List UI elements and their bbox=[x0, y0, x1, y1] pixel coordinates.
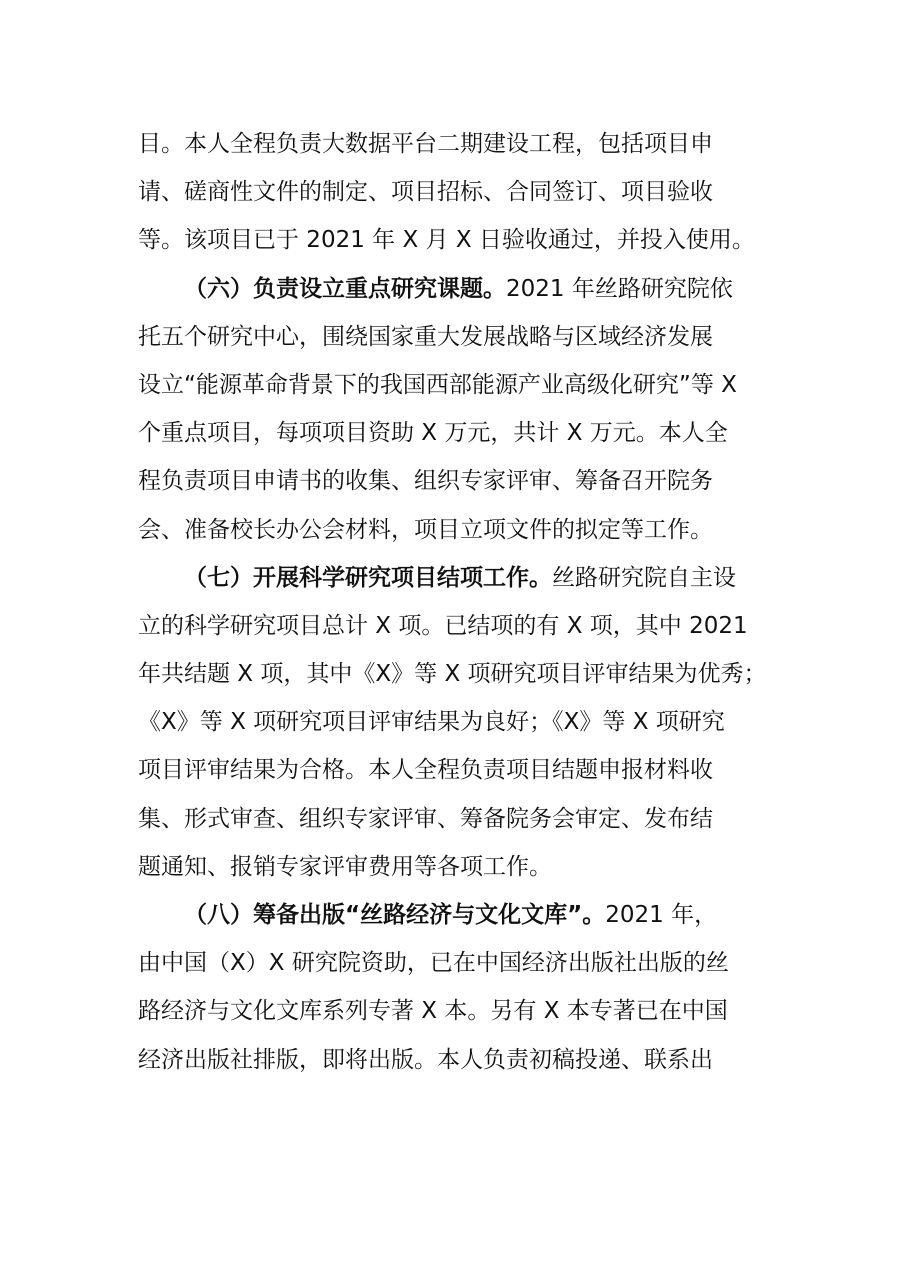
text-line bbox=[138, 168, 788, 216]
line-text: 请、磋商性文件的制定、项目招标、合同签订、项目验收 bbox=[138, 179, 713, 206]
text-line bbox=[138, 843, 788, 891]
text-line bbox=[138, 409, 788, 457]
line-text: 等。该项目已于 2021 年 X 月 X 日验收通过，并投入使用。 bbox=[138, 227, 755, 254]
text-line bbox=[138, 457, 788, 505]
text-line bbox=[138, 939, 788, 987]
section-heading: （八）筹备出版“丝路经济与文化文库”。 bbox=[184, 902, 606, 928]
section-heading-line bbox=[138, 891, 788, 939]
line-text: 路经济与文化文库系列专著 X 本。另有 X 本专著已在中国 bbox=[138, 998, 728, 1025]
text-line bbox=[138, 698, 788, 746]
line-text: 个重点项目，每项项目资助 X 万元，共计 X 万元。本人全 bbox=[138, 420, 728, 447]
line-text: 会、准备校长办公会材料，项目立项文件的拟定等工作。 bbox=[138, 516, 713, 543]
line-text: 由中国（X）X 研究院资助，已在中国经济出版社出版的丝 bbox=[138, 950, 729, 977]
text-line bbox=[138, 216, 788, 264]
line-text: 立的科学研究项目总计 X 项。已结项的有 X 项，其中 2021 bbox=[138, 612, 748, 639]
line-text: 年共结题 X 项，其中《X》等 X 项研究项目评审结果为优秀； bbox=[138, 661, 767, 688]
line-text: 集、形式审查、组织专家评审、筹备院务会审定、发布结 bbox=[138, 805, 713, 832]
text-line bbox=[138, 313, 788, 361]
line-text: 丝路研究院自主设 bbox=[552, 564, 736, 591]
line-text: 目。本人全程负责大数据平台二期建设工程，包括项目申 bbox=[138, 131, 713, 157]
line-text: 《X》等 X 项研究项目评审结果为良好；《X》等 X 项研究 bbox=[138, 709, 725, 736]
text-line bbox=[138, 602, 788, 650]
text-line bbox=[138, 361, 788, 409]
section-heading-line bbox=[138, 554, 788, 602]
section-heading: （六）负责设立重点研究课题。 bbox=[184, 275, 506, 302]
text-line bbox=[138, 746, 788, 794]
text-line bbox=[138, 650, 788, 698]
text-line bbox=[138, 795, 788, 843]
section-heading-line bbox=[138, 265, 788, 313]
text-line bbox=[138, 987, 788, 1035]
line-text: 项目评审结果为合格。本人全程负责项目结题申报材料收 bbox=[138, 757, 713, 784]
line-text: 经济出版社排版，即将出版。本人负责初稿投递、联系出 bbox=[138, 1046, 713, 1073]
line-text: 题通知、报销专家评审费用等各项工作。 bbox=[138, 853, 552, 880]
section-heading: （七）开展科学研究项目结项工作。 bbox=[184, 564, 552, 591]
text-line bbox=[138, 1036, 788, 1084]
line-text: 托五个研究中心，围绕国家重大发展战略与区域经济发展 bbox=[138, 323, 713, 350]
line-text: 设立“能源革命背景下的我国西部能源产业高级化研究”等 X bbox=[138, 371, 737, 398]
text-line bbox=[138, 120, 788, 168]
line-text: 2021 年丝路研究院依 bbox=[506, 275, 733, 302]
line-text: 程负责项目申请书的收集、组织专家评审、筹备召开院务 bbox=[138, 468, 713, 495]
line-text: 2021 年， bbox=[605, 902, 718, 928]
text-line bbox=[138, 506, 788, 554]
body-text bbox=[138, 120, 788, 1084]
